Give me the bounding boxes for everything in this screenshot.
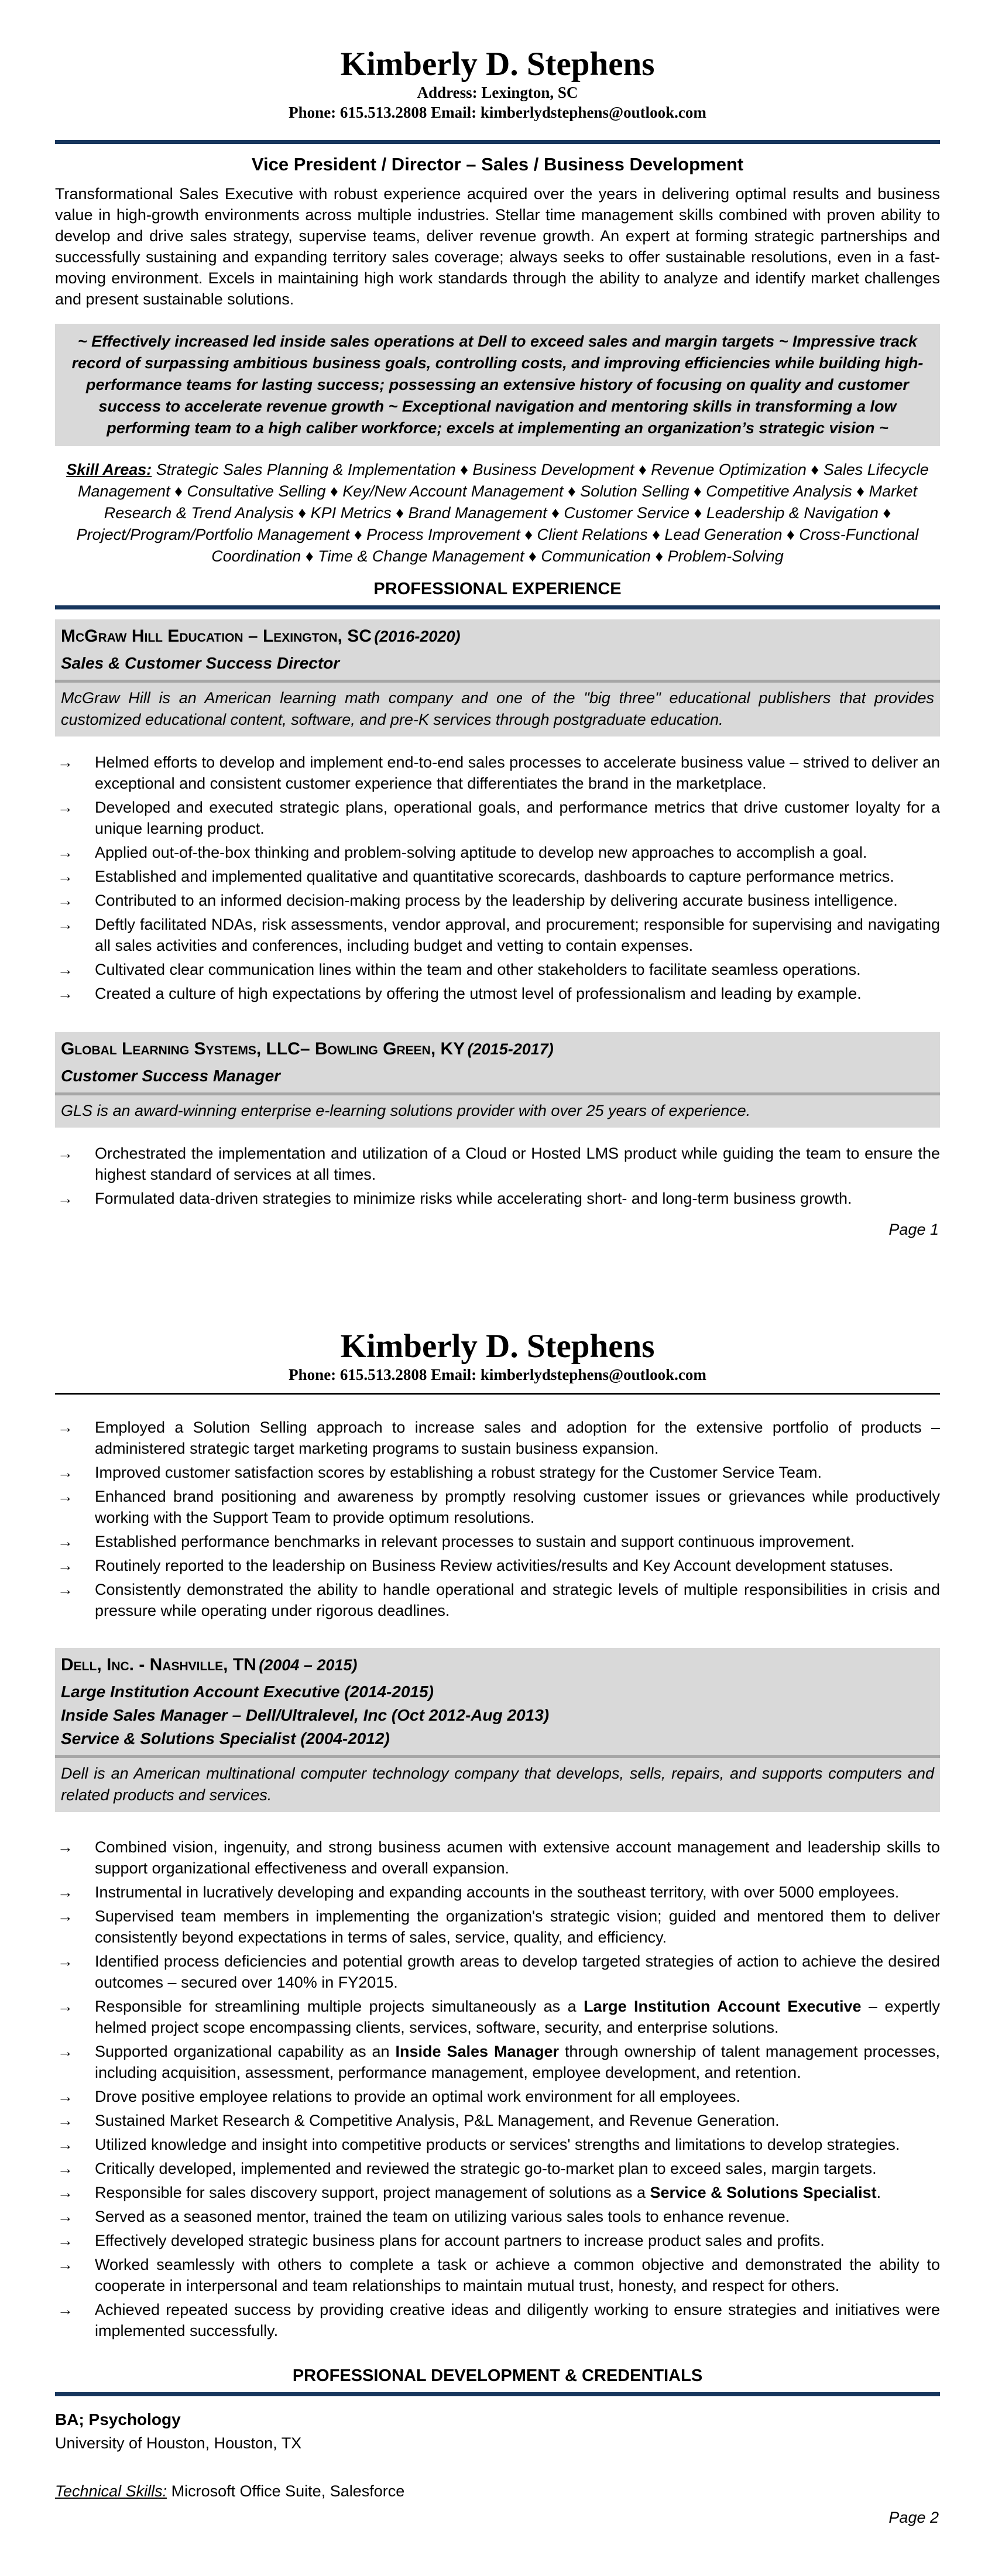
bullet-item (55, 2041, 940, 2083)
bullet-item (55, 1996, 940, 2038)
summary-paragraph: Transformational Sales Executive with robust experience acquired over the years in delivering optimal results and business value in high-growth environments across multiple industries. Stellar time management skills combined with proven ability to develop and drive sales strategy, supervise teams, deliver revenue growth. An expert at forming strategic partnerships and successfully sustaining and expanding territory sales coverage; always seeks to offer sustainable resolutions, even in a fast-moving environment. Excels in maintaining high work standards through the ability to analyze and identify market challenges and present sustainable solutions. (55, 185, 940, 308)
arrow-bullet-icon: → (57, 1557, 73, 1574)
arrow-bullet-icon: → (57, 2043, 73, 2060)
company-blurb: GLS is an award-winning enterprise e-learning solutions provider with over 25 years of experience. (61, 1102, 751, 1119)
bullet-item (55, 797, 940, 839)
company-dates: (2004 – 2015) (259, 1656, 358, 1674)
page-2 (0, 1288, 995, 2576)
arrow-bullet-icon: → (57, 844, 73, 861)
bullet-text: Supervised team members in implementing the organization's strategic vision; guided and mentored them to deliver consistently beyond expectations in terms of sales, service, quality, and efficiency. (95, 1907, 940, 1946)
bullet-text: Served as a seasoned mentor, trained the team on utilizing various sales tools to enhance revenue. (95, 2208, 790, 2225)
arrow-bullet-icon: → (57, 2088, 73, 2105)
bullet-text: Routinely reported to the leadership on Business Review activities/results and Key Account development statuses. (95, 1557, 894, 1574)
arrow-bullet-icon: → (57, 1419, 73, 1436)
arrow-bullet-icon: → (57, 1533, 73, 1550)
candidate-name: Kimberly D. Stephens (340, 46, 655, 83)
arrow-bullet-icon: → (57, 1998, 73, 2015)
bullet-text: Deftly facilitated NDAs, risk assessments, vendor approval, and procurement; responsible for supervising and navigating all sales activities and conferences, including budget and vetting to contain expenses. (95, 916, 940, 954)
technical-skills-label: Technical Skills: (55, 2482, 167, 2500)
section-heading-professional-experience: PROFESSIONAL EXPERIENCE (373, 580, 622, 598)
bullet-item (55, 1188, 940, 1209)
arrow-bullet-icon: → (57, 985, 73, 1002)
bullet-item (55, 2110, 940, 2131)
header-rule (55, 140, 940, 144)
bullet-text: Utilized knowledge and insight into competitive products or services' strengths and limitations to develop strategies. (95, 2136, 900, 2153)
arrow-bullet-icon: → (57, 1883, 73, 1901)
bullet-text: Consistently demonstrated the ability to handle operational and strategic levels of multiple responsibilities in crisis and pressure while operating under rigorous deadlines. (95, 1581, 940, 1619)
bullet-text: Effectively developed strategic business plans for account partners to increase product sales and profits. (95, 2232, 825, 2249)
job-box-divider (55, 1092, 940, 1095)
highlights-quote-box: ~ Effectively increased led inside sales operations at Dell to exceed sales and margin targets ~ Impressive track record of surpassing ambitious business goals, controlling costs, and improving efficiencies while building high-performance teams for lasting success; possessing an extensive history of focusing on quality and customer success to accelerate revenue growth ~ Exceptional navigation and mentoring skills in transforming a low performing team to a high caliber workforce; excels at implementing an organization’s strategic vision ~ (55, 324, 940, 446)
bullet-text: Critically developed, implemented and reviewed the strategic go-to-market plan to exceed sales, margin targets. (95, 2160, 877, 2177)
skill-areas-label: Skill Areas: (66, 461, 152, 478)
arrow-bullet-icon: → (57, 2184, 73, 2201)
bullet-text: Sustained Market Research & Competitive Analysis, P&L Management, and Revenue Generation. (95, 2112, 780, 2129)
arrow-bullet-icon: → (57, 799, 73, 816)
arrow-bullet-icon: → (57, 1907, 73, 1925)
bullet-text: Established and implemented qualitative and quantitative scorecards, dashboards to capture performance metrics. (95, 868, 894, 885)
arrow-bullet-icon: → (57, 916, 73, 933)
bullet-text: Helmed efforts to develop and implement end-to-end sales processes to accelerate business value – strived to deliver an exceptional and consistent customer experience that differentiates the brand in the marketplace. (95, 753, 940, 792)
arrow-bullet-icon: → (57, 2160, 73, 2177)
bullet-item (55, 1417, 940, 1459)
arrow-bullet-icon: → (57, 1190, 73, 1207)
bullet-item (55, 983, 940, 1004)
job-company-line (55, 1653, 940, 1680)
section-rule (55, 2392, 940, 2396)
bullet-item (55, 2254, 940, 2296)
bullet-text: Identified process deficiencies and potential growth areas to develop targeted strategies of action to achieve the desired outcomes – secured over 140% in FY2015. (95, 1952, 940, 1991)
arrow-bullet-icon: → (57, 2256, 73, 2273)
job-role: Service & Solutions Specialist (2004-2012) (61, 1729, 390, 1748)
arrow-bullet-icon: → (57, 1145, 73, 1162)
job-company-line (55, 1037, 940, 1064)
bullet-text: Worked seamlessly with others to complete a task or achieve a common objective and demonstrated the ability to cooperate in interpersonal and team relationships to maintain mutual trust, honesty, and respect for others. (95, 2256, 940, 2294)
arrow-bullet-icon: → (57, 892, 73, 909)
bullet-item (55, 1555, 940, 1576)
technical-skills-line (55, 2481, 940, 2502)
arrow-bullet-icon: → (57, 753, 73, 771)
arrow-bullet-icon: → (57, 1488, 73, 1505)
bullet-item (55, 2134, 940, 2155)
bullet-item (55, 752, 940, 794)
job-box-divider (55, 680, 940, 683)
bullet-text: Established performance benchmarks in relevant processes to sustain and support continuous improvement. (95, 1533, 855, 1550)
section-rule (55, 605, 940, 609)
company-dates: (2016-2020) (374, 628, 461, 645)
arrow-bullet-icon: → (57, 2208, 73, 2225)
bullet-item (55, 1486, 940, 1528)
job-role: Large Institution Account Executive (2014-2015) (61, 1683, 434, 1701)
company-name: Dell, Inc. - Nashville, TN (61, 1655, 256, 1674)
school: University of Houston, Houston, TX (55, 2434, 302, 2452)
bullet-text: Improved customer satisfaction scores by establishing a robust strategy for the Customer Service Team. (95, 1464, 822, 1481)
phone-email-line: Phone: 615.513.2808 Email: kimberlydstephens@outlook.com (289, 1366, 706, 1383)
job-box-divider (55, 1755, 940, 1758)
bullet-item (55, 2206, 940, 2227)
bullet-item (55, 866, 940, 887)
arrow-bullet-icon: → (57, 868, 73, 885)
candidate-name: Kimberly D. Stephens (340, 1328, 655, 1365)
bullet-item (55, 2299, 940, 2341)
bullet-text: Employed a Solution Selling approach to increase sales and adoption for the extensive portfolio of products – administered strategic target marketing programs to sustain business expansion. (95, 1419, 940, 1457)
bullet-item (55, 1837, 940, 1879)
bullet-item (55, 1531, 940, 1552)
bullet-list-gls (55, 1143, 940, 1209)
bullet-text: Formulated data-driven strategies to minimize risks while accelerating short- and long-term business growth. (95, 1190, 852, 1207)
bullet-text: Instrumental in lucratively developing and expanding accounts in the southeast territory, with over 5000 employees. (95, 1883, 900, 1901)
bullet-text: Achieved repeated success by providing creative ideas and diligently working to ensure strategies and initiatives were implemented successfully. (95, 2301, 940, 2339)
bullet-text: Applied out-of-the-box thinking and problem-solving aptitude to develop new approaches to accomplish a goal. (95, 844, 867, 861)
job-header-global-learning-systems (55, 1032, 940, 1128)
company-name: McGraw Hill Education – Lexington, SC (61, 626, 372, 646)
bullet-item (55, 842, 940, 863)
bullet-text: Cultivated clear communication lines within the team and other stakeholders to facilitate seamless operations. (95, 961, 861, 978)
company-blurb: McGraw Hill is an American learning math company and one of the "big three" educational publishers that provides customized educational content, software, and pre-K services through postgraduate education. (61, 689, 934, 728)
job-header-dell (55, 1648, 940, 1812)
bullet-text: Combined vision, ingenuity, and strong business acumen with extensive account management and leadership skills to support organizational effectiveness and overall expansion. (95, 1838, 940, 1877)
bullet-item (55, 2182, 940, 2203)
address-line: Address: Lexington, SC (417, 84, 578, 101)
skill-areas-list: Strategic Sales Planning & Implementation ♦ Business Development ♦ Revenue Optimization ♦ Sales Lifecycle Management ♦ Consultative Selling ♦ Key/New Account Management ♦ Solution Selling ♦ Competitive Analysis ♦ Market Research & Trend Analysis ♦ KPI Metrics ♦ Brand Management ♦ Customer Service ♦ Leadership & Navigation ♦ Project/Program/Portfolio Management ♦ Process Improvement ♦ Client Relations ♦ Lead Generation ♦ Cross-Functional Coordination ♦ Time & Change Management ♦ Communication ♦ Problem-Solving (76, 461, 929, 565)
bullet-item (55, 2230, 940, 2251)
arrow-bullet-icon: → (57, 2301, 73, 2318)
page-number: Page 1 (888, 1221, 939, 1238)
bullet-item (55, 890, 940, 911)
bullet-item (55, 2158, 940, 2179)
job-company-line (55, 624, 940, 652)
company-blurb: Dell is an American multinational computer technology company that develops, sells, repairs, and supports computers and related products and services. (61, 1765, 934, 1804)
bullet-text: Contributed to an informed decision-making process by the leadership by delivering accurate business intelligence. (95, 892, 898, 909)
section-heading-credentials: PROFESSIONAL DEVELOPMENT & CREDENTIALS (292, 2366, 703, 2385)
bullet-item (55, 1906, 940, 1948)
bullet-text: Enhanced brand positioning and awareness by promptly resolving customer issues or grievances while productively working with the Support Team to provide optimum resolutions. (95, 1488, 940, 1526)
job-role: Customer Success Manager (61, 1067, 281, 1085)
bullet-text: Supported organizational capability as an Inside Sales Manager through ownership of talent management processes, including acquisition, assessment, performance management, employee development, and retention. (95, 2043, 940, 2081)
bullet-item (55, 1882, 940, 1903)
bullet-text: Orchestrated the implementation and utilization of a Cloud or Hosted LMS product while guiding the team to ensure the highest standard of services at all times. (95, 1145, 940, 1183)
arrow-bullet-icon: → (57, 1838, 73, 1856)
technical-skills-value: Microsoft Office Suite, Salesforce (171, 2482, 405, 2500)
job-role: Inside Sales Manager – Dell/Ultralevel, Inc (Oct 2012-Aug 2013) (61, 1706, 550, 1724)
bullet-item (55, 1462, 940, 1483)
bullet-text: Responsible for streamlining multiple projects simultaneously as a Large Institution Account Executive – expertly helmed project scope encompassing clients, services, software, security, and enterprise solutions. (95, 1998, 940, 2036)
bullet-item (55, 914, 940, 956)
arrow-bullet-icon: → (57, 1952, 73, 1970)
degree: BA; Psychology (55, 2410, 181, 2428)
arrow-bullet-icon: → (57, 1464, 73, 1481)
bullet-text: Developed and executed strategic plans, operational goals, and performance metrics that drive customer loyalty for a unique learning product. (95, 799, 940, 837)
headline-title: Vice President / Director – Sales / Business Development (251, 154, 744, 174)
bullet-text: Responsible for sales discovery support, project management of solutions as a Service & Solutions Specialist. (95, 2184, 881, 2201)
arrow-bullet-icon: → (57, 2232, 73, 2249)
phone-email-line: Phone: 615.513.2808 Email: kimberlydstephens@outlook.com (289, 104, 706, 121)
header-rule-thin (55, 1393, 940, 1395)
bullet-text: Created a culture of high expectations by offering the utmost level of professionalism and leading by example. (95, 985, 862, 1002)
bullet-list-dell (55, 1837, 940, 2341)
bullet-list-gls-continued (55, 1417, 940, 1621)
bullet-text: Drove positive employee relations to provide an optimal work environment for all employees. (95, 2088, 741, 2105)
arrow-bullet-icon: → (57, 1581, 73, 1598)
company-name: Global Learning Systems, LLC– Bowling Green, KY (61, 1039, 465, 1059)
arrow-bullet-icon: → (57, 2112, 73, 2129)
bullet-item (55, 959, 940, 980)
job-role: Sales & Customer Success Director (61, 654, 340, 672)
bullet-item (55, 1579, 940, 1621)
bullet-item (55, 2086, 940, 2107)
skill-areas-paragraph (55, 459, 940, 567)
arrow-bullet-icon: → (57, 961, 73, 978)
arrow-bullet-icon: → (57, 2136, 73, 2153)
company-dates: (2015-2017) (467, 1040, 554, 1058)
bullet-list-mcgraw (55, 752, 940, 1004)
bullet-item (55, 1143, 940, 1185)
job-header-mcgraw-hill (55, 619, 940, 737)
bullet-item (55, 1951, 940, 1993)
page-number: Page 2 (888, 2509, 939, 2526)
